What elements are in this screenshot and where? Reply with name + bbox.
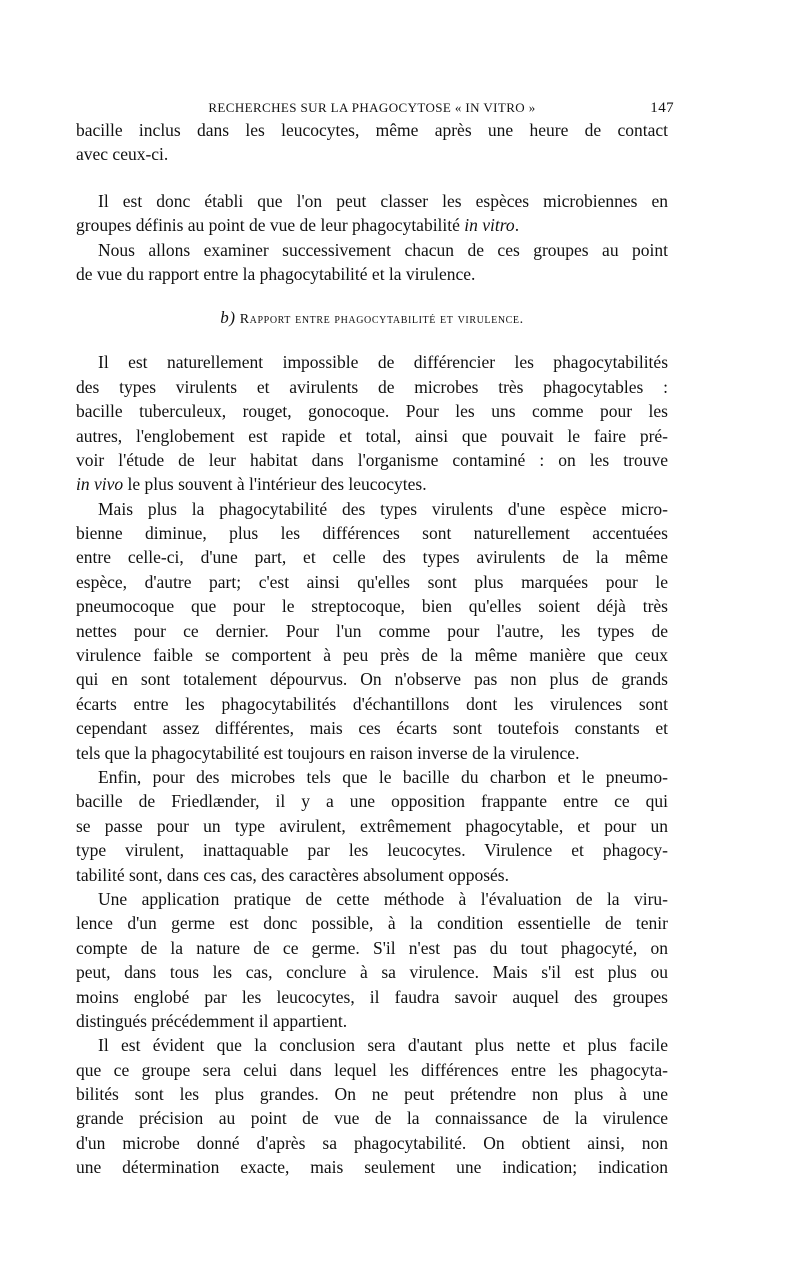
running-title: RECHERCHES SUR LA PHAGOCYTOSE « IN VITRO »: [208, 100, 536, 115]
text-line: type virulent, inattaquable par les leucocytes. Virulence et phagocy-: [76, 840, 668, 861]
text-line: peut, dans tous les cas, conclure à sa virulence. Mais s'il est plus ou: [76, 962, 668, 983]
book-page: [76, 92, 674, 1180]
text-line: d'un microbe donné d'après sa phagocytabilité. On obtient ainsi, non: [76, 1132, 668, 1153]
page-number: 147: [650, 100, 674, 116]
text-line: Il est naturellement impossible de différencier les phagocytabilités: [98, 352, 668, 373]
text-line: Nous allons examiner successivement chacun de ces groupes au point: [98, 239, 668, 260]
text-line: des types virulents et avirulents de microbes très phagocytables :: [76, 376, 668, 397]
text-line: compte de la nature de ce germe. S'il n'est pas du tout phagocyté, on: [76, 937, 668, 958]
text-line: avec ceux-ci.: [76, 144, 169, 165]
paragraph-classification: [76, 189, 668, 238]
text-fragment: le plus souvent à l'intérieur des leucocytes.: [123, 474, 427, 495]
text-line: bienne diminue, plus les différences sont naturellement accentuées: [76, 523, 668, 544]
text-line: une détermination exacte, mais seulement une indication; indication: [76, 1157, 668, 1178]
text-line: se passe pour un type avirulent, extrêmement phagocytable, et pour un: [76, 815, 668, 836]
text-line: nettes pour ce dernier. Pour l'un comme pour l'autre, les types de: [76, 620, 668, 641]
text-line: [76, 213, 668, 237]
text-line: tabilité sont, dans ces cas, des caractères absolument opposés.: [76, 864, 509, 885]
text-line: pneumocoque que pour le streptocoque, bien qu'elles soient déjà très: [76, 596, 668, 617]
section-title: Rapport entre phagocytabilité et virulence.: [239, 312, 524, 328]
text-line: de vue du rapport entre la phagocytabilité et la virulence.: [76, 263, 476, 284]
section-letter: b): [220, 308, 236, 328]
text-line: cependant assez différentes, mais ces écarts sont toutefois constants et: [76, 718, 668, 739]
text-line: espèce, d'autre part; c'est ainsi qu'elles sont plus marquées pour le: [76, 571, 668, 592]
text-line: moins englobé par les leucocytes, il faudra savoir auquel des groupes: [76, 986, 668, 1007]
text-line: virulence faible se comportent à peu près de la même manière que ceux: [76, 645, 668, 666]
section-heading: [76, 306, 668, 330]
paragraph-body-1: [76, 350, 668, 496]
text-line: grande précision au point de vue de la connaissance de la virulence: [76, 1108, 668, 1129]
text-line: [76, 472, 668, 496]
text-fragment: groupes définis au point de vue de leur phagocytabilité: [76, 215, 465, 236]
text-line: lence d'un germe est donc possible, à la condition essentielle de tenir: [76, 913, 668, 934]
text-line: Une application pratique de cette méthode à l'évaluation de la viru-: [98, 888, 668, 909]
text-line: bacille inclus dans les leucocytes, même après une heure de contact: [76, 120, 668, 140]
paragraph-continuation: [76, 118, 668, 167]
paragraph-body-5: [76, 1033, 668, 1179]
paragraph-body-4: [76, 887, 668, 1033]
italic-in-vivo: in vivo: [76, 474, 124, 495]
text-line: écarts entre les phagocytabilités d'échantillons dont les virulences sont: [76, 693, 668, 714]
text-line: Il est évident que la conclusion sera d'autant plus nette et plus facile: [98, 1035, 668, 1056]
text-line: autres, l'englobement est rapide et total, ainsi que pouvait le faire pré-: [76, 425, 668, 446]
text-line: Enfin, pour des microbes tels que le bacille du charbon et le pneumo-: [98, 766, 668, 787]
text-line: bilités sont les plus grandes. On ne peut prétendre non plus à une: [76, 1084, 668, 1105]
text-line: voir l'étude de leur habitat dans l'organisme contaminé : on les trouve: [76, 449, 668, 470]
paragraph-plan: [76, 238, 668, 287]
text-line: entre celle-ci, d'une part, et celle des types avirulents de la même: [76, 547, 668, 568]
paragraph-body-3: [76, 765, 668, 887]
italic-in-vitro: in vitro: [464, 215, 515, 236]
text-line: distingués précédemment il appartient.: [76, 1010, 348, 1031]
paragraph-body-2: [76, 497, 668, 765]
text-line: tels que la phagocytabilité est toujours en raison inverse de la virulence.: [76, 742, 580, 763]
text-line: Mais plus la phagocytabilité des types virulents d'une espèce micro-: [98, 498, 668, 519]
text-line: Il est donc établi que l'on peut classer les espèces microbiennes en: [98, 190, 668, 211]
text-line: qui en sont totalement dépourvus. On n'observe pas non plus de grands: [76, 669, 668, 690]
text-line: que ce groupe sera celui dans lequel les différences entre les phagocyta-: [76, 1059, 668, 1080]
text-line: bacille tuberculeux, rouget, gonocoque. Pour les uns comme pour les: [76, 401, 668, 422]
running-head: [76, 92, 674, 118]
text-fragment: .: [514, 215, 520, 236]
text-line: bacille de Friedlænder, il y a une opposition frappante entre ce qui: [76, 791, 668, 812]
